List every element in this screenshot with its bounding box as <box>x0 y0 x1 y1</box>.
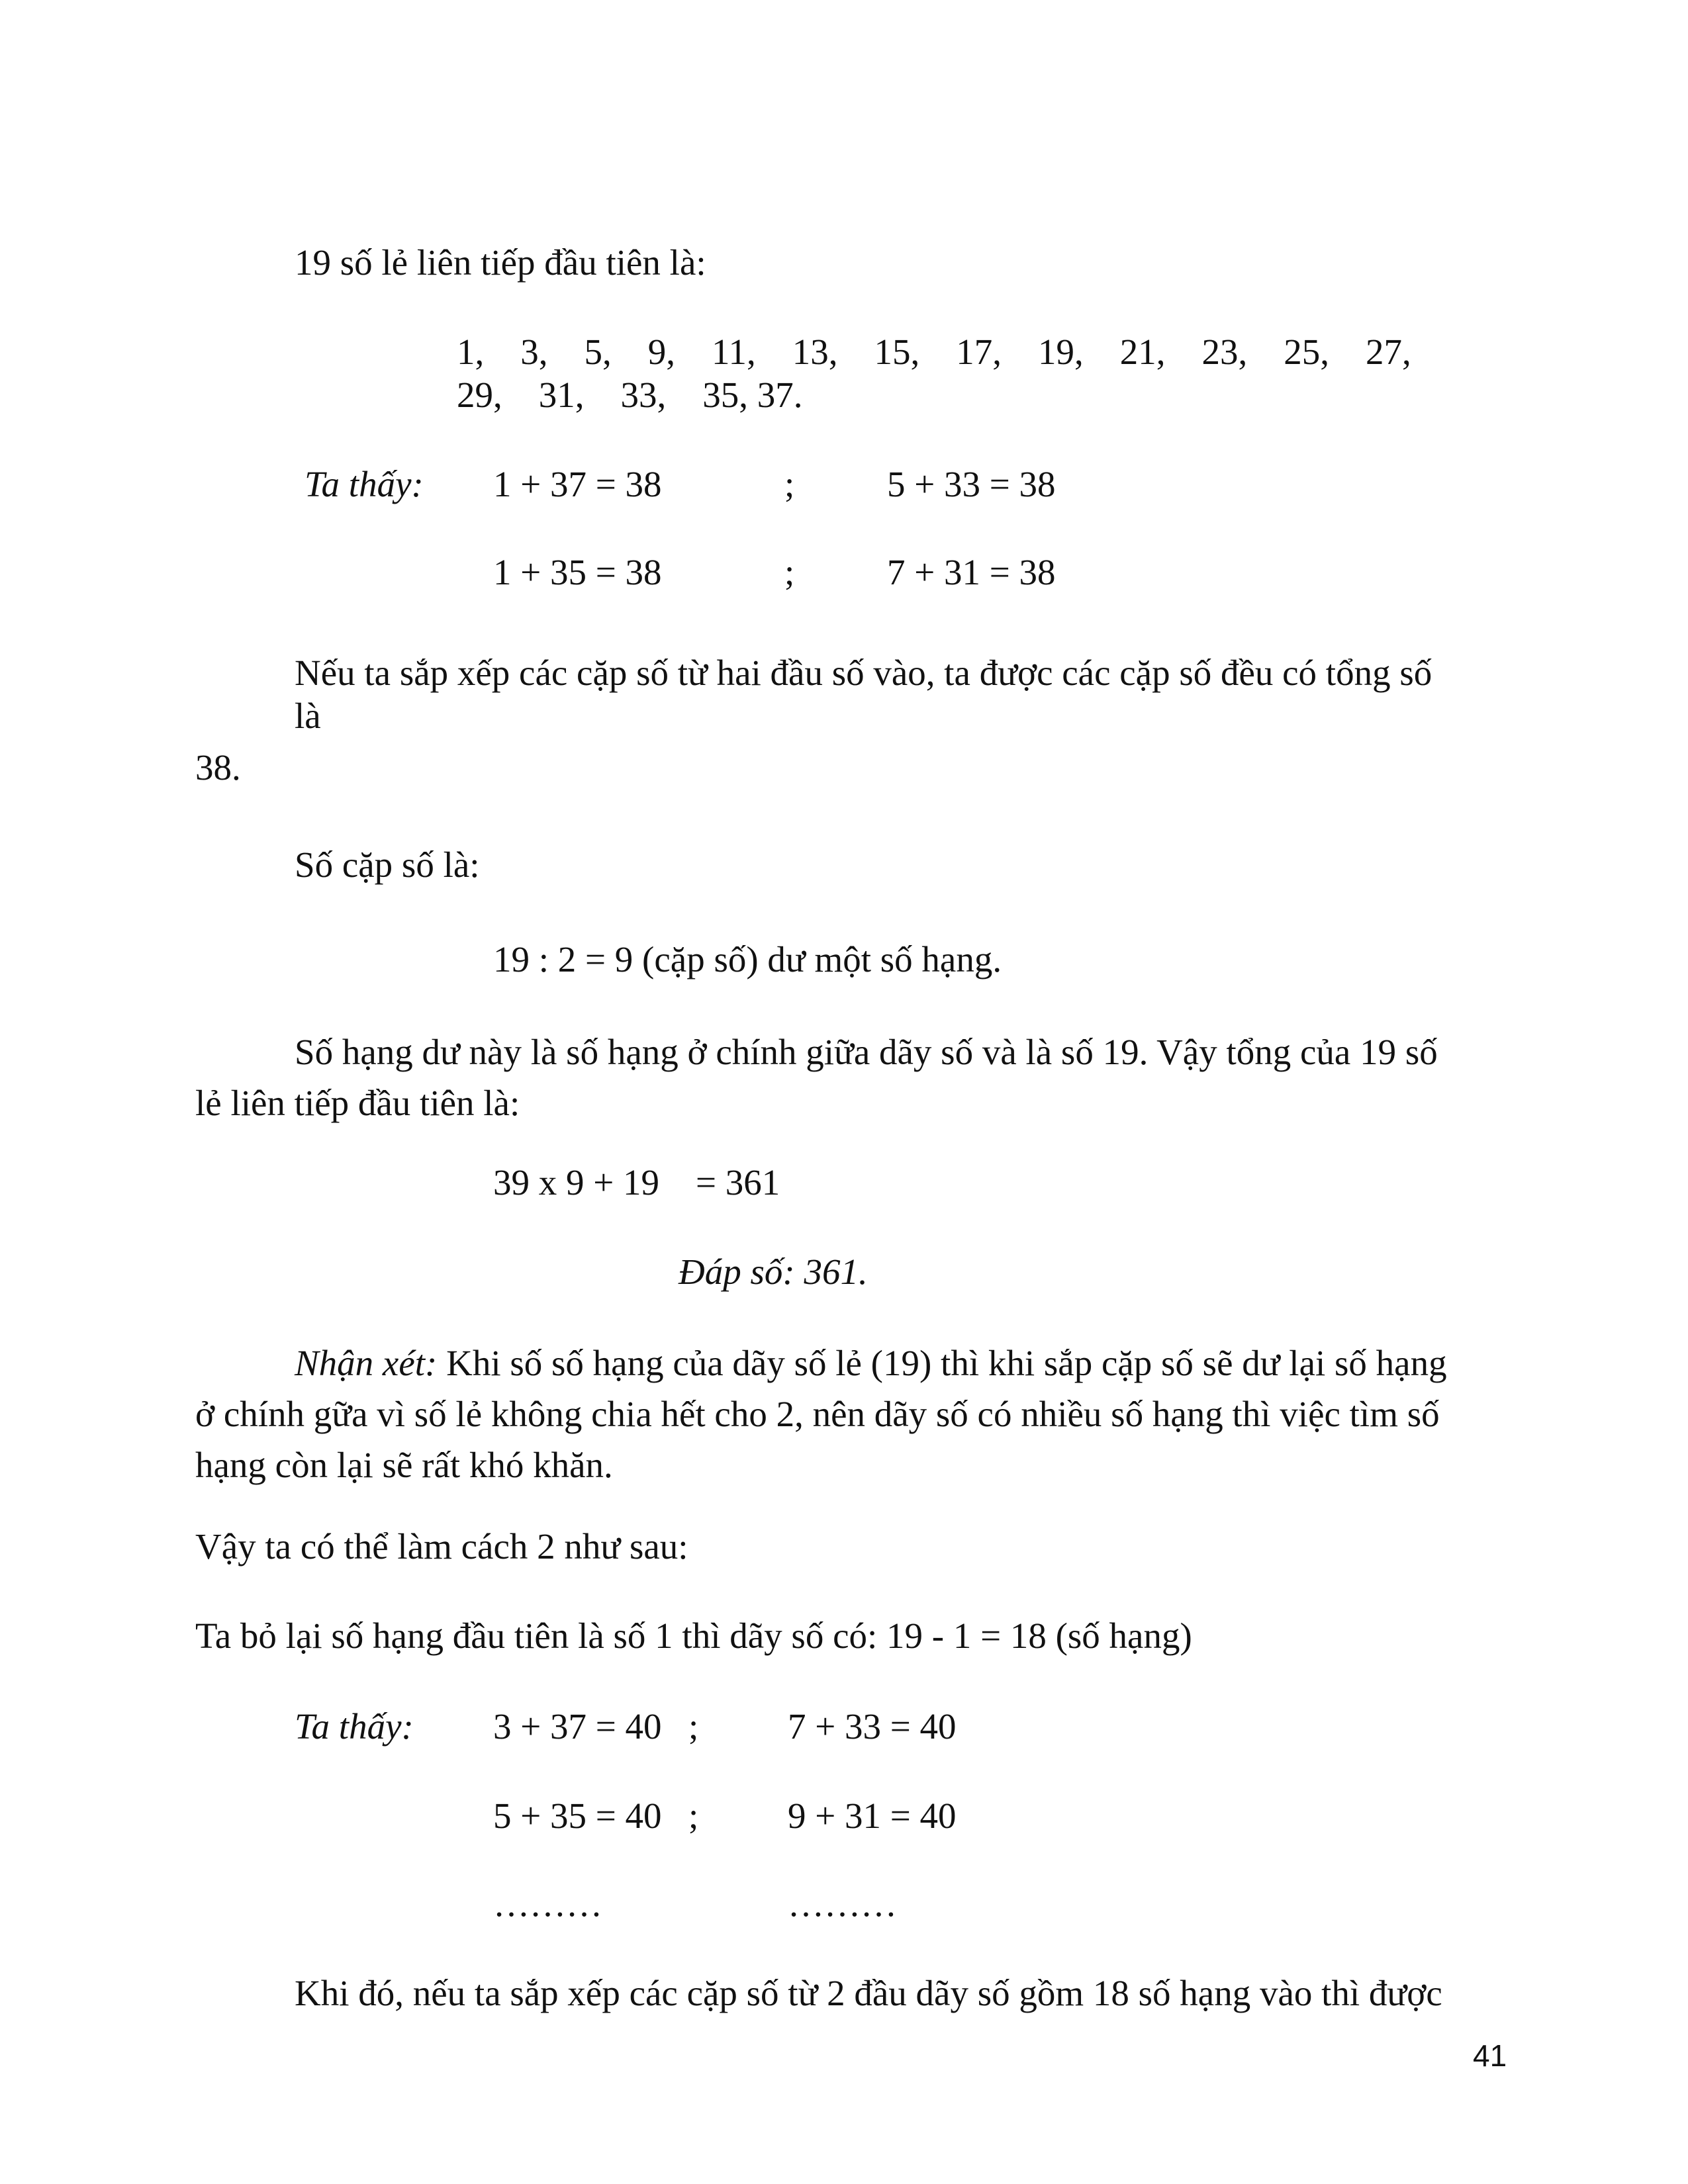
final-line: Khi đó, nếu ta sắp xếp các cặp số từ 2 đầu dãy số gồm 18 số hạng vào thì được <box>295 1973 1442 2013</box>
remark-text: Khi số số hạng của dãy số lẻ (19) thì khi sắp cặp số sẽ dư lại số hạng <box>437 1343 1447 1383</box>
method2-intro: Vậy ta có thể làm cách 2 như sau: <box>195 1526 688 1567</box>
method2-step: Ta bỏ lại số hạng đầu tiên là số 1 thì dãy số có: 19 - 1 = 18 (số hạng) <box>195 1615 1192 1656</box>
arrange-line-1: Nếu ta sắp xếp các cặp số từ hai đầu số vào, ta được các cặp số đều có tổng số <box>295 653 1432 693</box>
pair-b2-left: 5 + 35 = 40 <box>493 1796 662 1836</box>
pair-b1-sep: ; <box>688 1706 699 1747</box>
ellipsis-left: ……… <box>493 1884 602 1924</box>
pair-b2-right: 9 + 31 = 40 <box>788 1796 957 1836</box>
sum-calculation: 39 x 9 + 19 = 361 <box>493 1162 780 1203</box>
page-number: 41 <box>1473 2038 1507 2073</box>
pair-count-label: Số cặp số là: <box>295 844 480 885</box>
pair-b1-right: 7 + 33 = 40 <box>788 1706 957 1747</box>
pair-a2-left: 1 + 35 = 38 <box>493 552 662 592</box>
answer-line: Đáp số: 361. <box>679 1251 868 1292</box>
pair-a1-right: 5 + 33 = 38 <box>887 464 1056 504</box>
division-line: 19 : 2 = 9 (cặp số) dư một số hạng. <box>493 939 1002 979</box>
pair-a2-sep: ; <box>784 552 795 592</box>
pair-a1-left: 1 + 37 = 38 <box>493 464 662 504</box>
pair-b1-left: 3 + 37 = 40 <box>493 1706 662 1747</box>
ta-thay-label: Ta thấy: <box>305 464 424 504</box>
remark-line-2: ở chính gữa vì số lẻ không chia hết cho 2, nên dãy số có nhiều số hạng thì việc tìm số <box>195 1394 1440 1434</box>
ellipsis-right: ……… <box>788 1884 897 1924</box>
ta-thay-label-2: Ta thấy: <box>295 1706 414 1747</box>
remainder-line-1: Số hạng dư này là số hạng ở chính giữa dãy số và là số 19. Vậy tổng của 19 số <box>295 1032 1438 1072</box>
pair-a2-right: 7 + 31 = 38 <box>887 552 1056 592</box>
pair-b2-sep: ; <box>688 1796 699 1836</box>
remainder-line-2: lẻ liên tiếp đầu tiên là: <box>195 1083 520 1123</box>
remark-label: Nhận xét: <box>295 1343 438 1383</box>
arrange-line-2: là <box>295 696 321 736</box>
remark-line-1 <box>295 1342 1447 1385</box>
arrange-line-3: 38. <box>195 747 241 788</box>
remark-line-3: hạng còn lại sẽ rất khó khăn. <box>195 1445 613 1485</box>
sequence-line-2: 29, 31, 33, 35, 37. <box>457 375 803 415</box>
pair-a1-sep: ; <box>784 464 795 504</box>
intro-line: 19 số lẻ liên tiếp đầu tiên là: <box>295 242 706 283</box>
sequence-line-1: 1, 3, 5, 9, 11, 13, 15, 17, 19, 21, 23, 25, 27, <box>457 332 1411 372</box>
